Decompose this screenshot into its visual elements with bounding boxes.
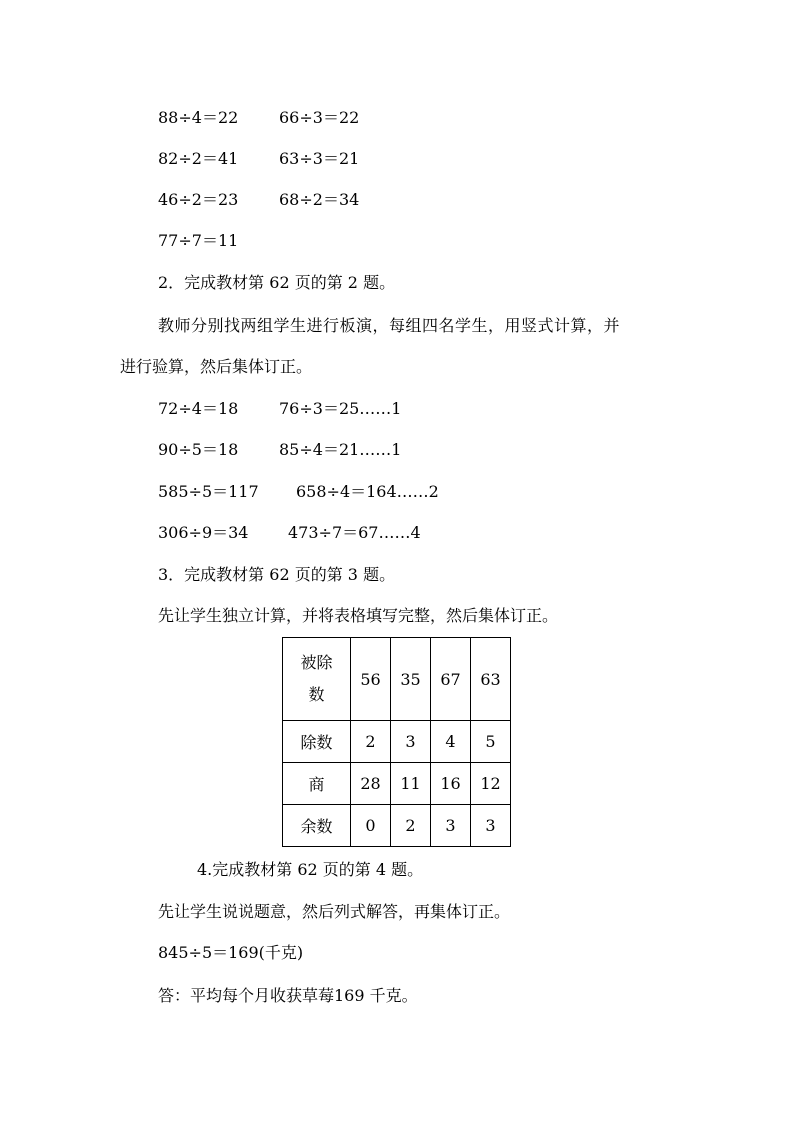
table-cell: 11	[391, 763, 431, 805]
question-2-instruction: 教师分别找两组学生进行板演，每组四名学生，用竖式计算，并	[158, 316, 621, 335]
equation: 66÷3＝22	[279, 108, 360, 127]
table-cell: 0	[351, 805, 391, 847]
equation: 85÷4＝21……1	[279, 440, 402, 459]
equation: 77÷7＝11	[158, 231, 239, 250]
row-label-dividend	[283, 638, 351, 721]
question-2-instruction-cont: 进行验算，然后集体订正。	[120, 357, 313, 376]
table-cell: 56	[351, 638, 391, 721]
row-label-remainder: 余数	[283, 805, 351, 847]
table-cell: 5	[471, 721, 511, 763]
table-cell: 63	[471, 638, 511, 721]
equation: 658÷4＝164……2	[296, 482, 439, 501]
row-label-divisor: 除数	[283, 721, 351, 763]
equation: 473÷7＝67……4	[288, 523, 421, 542]
table-cell: 12	[471, 763, 511, 805]
table-cell: 67	[431, 638, 471, 721]
row-label-quotient: 商	[283, 763, 351, 805]
question-3-instruction: 先让学生独立计算，并将表格填写完整，然后集体订正。	[158, 606, 559, 625]
equation: 585÷5＝117	[158, 482, 259, 501]
equation: 76÷3＝25……1	[279, 399, 402, 418]
table-cell: 2	[351, 721, 391, 763]
equation: 68÷2＝34	[279, 190, 360, 209]
question-4-heading: 4.完成教材第 62 页的第 4 题。	[197, 860, 424, 879]
table-row	[283, 638, 511, 721]
equation: 90÷5＝18	[158, 440, 239, 459]
equation: 72÷4＝18	[158, 399, 239, 418]
table-cell: 16	[431, 763, 471, 805]
question-4-equation: 845÷5＝169(千克)	[158, 943, 304, 962]
equation: 88÷4＝22	[158, 108, 239, 127]
equation: 306÷9＝34	[158, 523, 249, 542]
table-row	[283, 721, 511, 763]
table-cell: 3	[431, 805, 471, 847]
table-cell: 3	[471, 805, 511, 847]
question-4-instruction: 先让学生说说题意，然后列式解答，再集体订正。	[158, 902, 511, 921]
table-cell: 4	[431, 721, 471, 763]
question-3-heading: 3．完成教材第 62 页的第 3 题。	[158, 565, 396, 584]
row-label-text: 被除	[300, 653, 333, 672]
row-label-text: 数	[308, 685, 325, 704]
question-4-answer: 答：平均每个月收获草莓169 千克。	[158, 986, 418, 1005]
equation: 63÷3＝21	[279, 149, 360, 168]
table-row	[283, 763, 511, 805]
question-2-heading: 2．完成教材第 62 页的第 2 题。	[158, 273, 396, 292]
table-cell: 28	[351, 763, 391, 805]
table-cell: 35	[391, 638, 431, 721]
division-table	[282, 637, 511, 847]
table-cell: 3	[391, 721, 431, 763]
equation: 82÷2＝41	[158, 149, 239, 168]
table-row	[283, 805, 511, 847]
table-cell: 2	[391, 805, 431, 847]
equation: 46÷2＝23	[158, 190, 239, 209]
